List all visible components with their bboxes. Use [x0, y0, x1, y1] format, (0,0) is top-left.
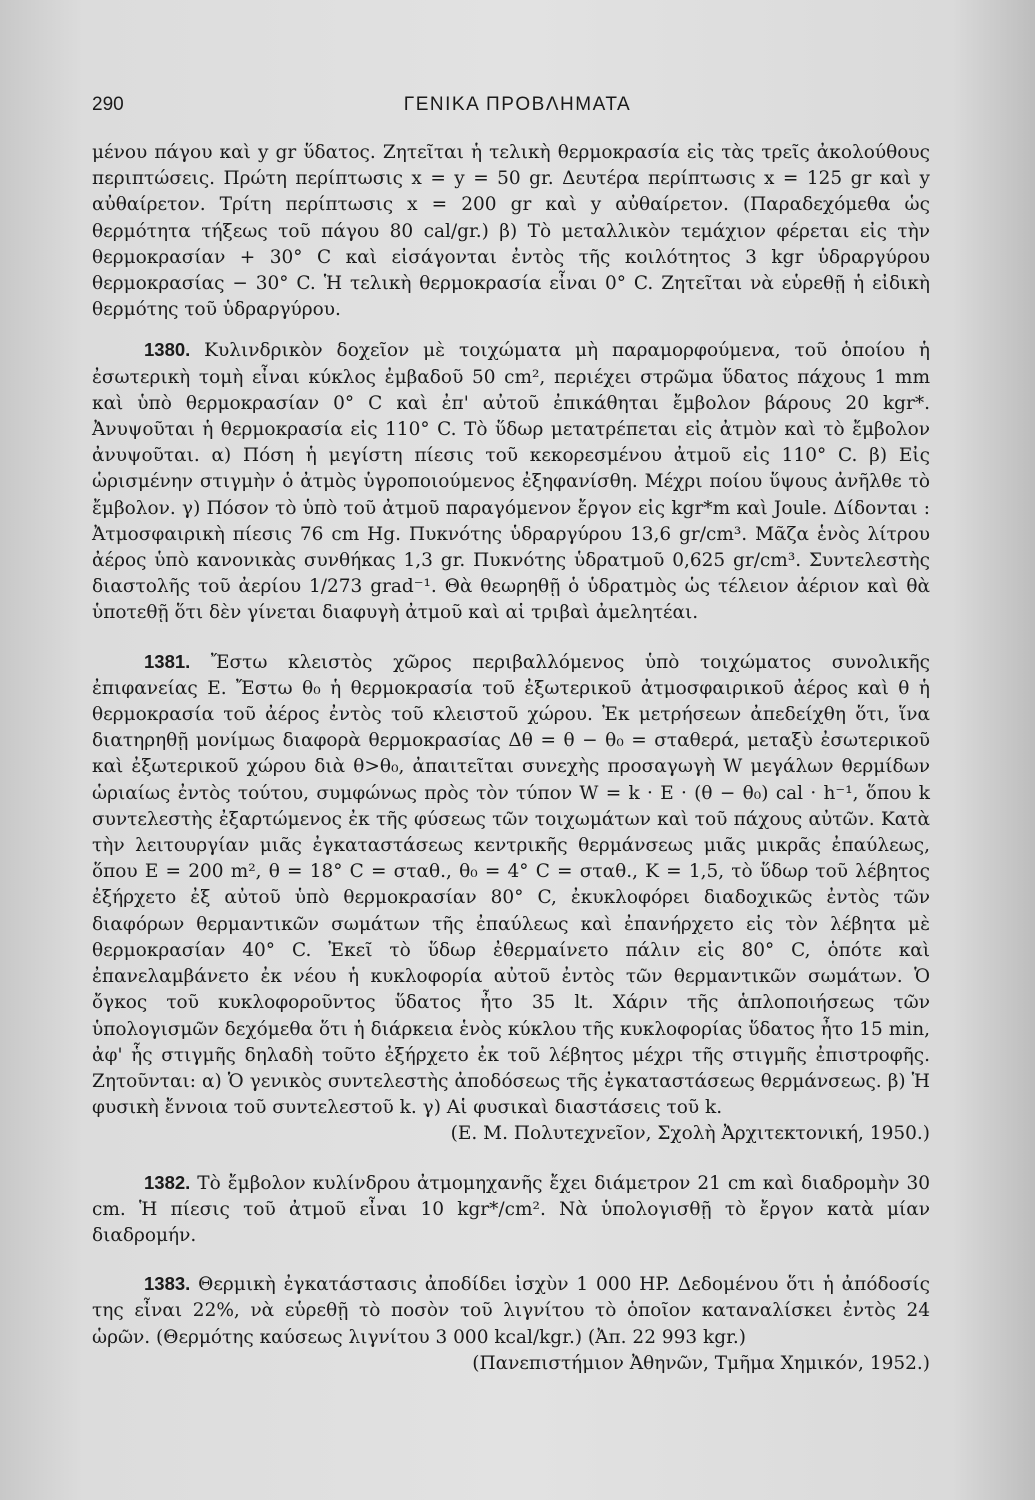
problem-body: Θερμικὴ ἐγκατάστασις ἀποδίδει ἰσχὺν 1 000 HP. Δεδομένου ὅτι ἡ ἀπόδοσίς της εἶναι 22%, νὰ εὑρεθῇ τὸ ποσὸν τοῦ λιγνίτου τὸ ὁποῖον καταναλίσκει ἐντὸς 24 ὡρῶν. (Θερμότης καύσεως λιγνίτου 3 000 kcal/kgr.) (Ἀπ. 22 993 kgr.) [92, 1274, 930, 1348]
problem-number: 1380. [144, 339, 191, 361]
page-body [92, 140, 930, 1377]
problem-text [92, 1271, 930, 1351]
intro-paragraph: μένου πάγου καὶ y gr ὕδατος. Ζητεῖται ἡ τελικὴ θερμοκρασία εἰς τὰς τρεῖς ἀκολούθους περιπτώσεις. Πρώτη περίπτωσις x = y = 50 gr. Δευτέρα περίπτωσις x = 125 gr καὶ y αὐθαίρετον. Τρίτη περίπτωσις x = 200 gr καὶ y αὐθαίρετον. (Παραδεχόμεθα ὡς θερμότητα τήξεως τοῦ πάγου 80 cal/gr.) β) Τὸ μεταλλικὸν τεμάχιον φέρεται εἰς τὴν θερμοκρασίαν + 30° C καὶ εἰσάγονται ἐντὸς τῆς κοιλότητος 3 kgr ὑδραργύρου θερμοκρασίας − 30° C. Ἡ τελικὴ θερμοκρασία εἶναι 0° C. Ζητεῖται νὰ εὑρεθῇ ἡ εἰδικὴ θερμότης τοῦ ὑδραργύρου. [92, 142, 930, 321]
page-header [92, 94, 943, 124]
running-title: ΓΕΝΙΚΑ ΠΡΟΒΛΗΜΑΤΑ [403, 94, 632, 115]
problem-source: (Πανεπιστήμιον Ἀθηνῶν, Τμῆμα Χημικόν, 1952.) [472, 1352, 930, 1374]
problem-body: Ἔστω κλειστὸς χῶρος περιβαλλόμενος ὑπὸ τοιχώματος συνολικῆς ἐπιφανείας Ε. Ἔστω θ₀ ἡ θερμοκρασία τοῦ ἐξωτερικοῦ ἀτμοσφαιρικοῦ ἀέρος καὶ θ ἡ θερμοκρασία τοῦ ἀέρος ἐντὸς τοῦ κλειστοῦ χώρου. Ἐκ μετρήσεων ἀπεδείχθη ὅτι, ἵνα διατηρηθῇ μονίμως διαφορὰ θερμοκρασίας Δθ = θ − θ₀ = σταθερά, μεταξὺ ἐσωτερικοῦ καὶ ἐξωτερικοῦ χώρου διὰ θ>θ₀, ἀπαιτεῖται συνεχὴς προσαγωγὴ W μεγάλων θερμίδων ὡριαίως ἐντὸς τούτου, συμφώνως πρὸς τὸν τύπον W = k · E · (θ − θ₀) cal · h⁻¹, ὅπου k συντελεστὴς ἐξαρτώμενος ἐκ τῆς φύσεως τῶν τοιχωμάτων καὶ τοῦ πάχους αὐτῶν. Κατὰ τὴν λειτουργίαν μιᾶς ἐγκαταστάσεως κεντρικῆς θερμάνσεως μιᾶς μικρᾶς ἐπαύλεως, ὅπου E = 200 m², θ = 18° C = σταθ., θ₀ = 4° C = σταθ., K = 1,5, τὸ ὕδωρ τοῦ λέβητος ἐξήρχετο ἐξ αὐτοῦ ὑπὸ θερμοκρασίαν 80° C, ἐκυκλοφόρει διαδοχικῶς ἐντὸς τῶν διαφόρων θερμαντικῶν σωμάτων τῆς ἐπαύλεως καὶ ἐπανήρχετο εἰς τὸν λέβητα μὲ θερμοκρασίαν 40° C. Ἐκεῖ τὸ ὕδωρ ἐθερμαίνετο πάλιν εἰς 80° C, ὁπότε καὶ ἐπανελαμβάνετο ἐκ νέου ἡ κυκλοφορία αὐτοῦ ἐντὸς τῶν θερμαντικῶν σωμάτων. Ὁ ὄγκος τοῦ κυκλοφοροῦντος ὕδατος ἦτο 35 lt. Χάριν τῆς ἁπλοποιήσεως τῶν ὑπολογισμῶν δεχόμεθα ὅτι ἡ διάρκεια ἑνὸς κύκλου τῆς κυκλοφορίας ὕδατος ἦτο 15 min, ἀφ' ἧς στιγμῆς δηλαδὴ τοῦτο ἐξήρχετο ἐκ τοῦ λέβητος μέχρι τῆς στιγμῆς ἐπιστροφῆς. Ζητοῦνται: α) Ὁ γενικὸς συντελεστὴς ἀποδόσεως τῆς ἐγκαταστάσεως θερμάνσεως. β) Ἡ φυσικὴ ἔννοια τοῦ συντελεστοῦ k. γ) Αἱ φυσικαὶ διαστάσεις τοῦ k. [92, 651, 930, 1119]
problem-source: (Ε. Μ. Πολυτεχνεῖον, Σχολὴ Ἀρχιτεκτονική, 1950.) [450, 1123, 930, 1145]
problem-text [92, 649, 930, 1122]
problem-text [92, 1170, 930, 1250]
problem-text [92, 337, 930, 626]
problem-body: Τὸ ἔμβολον κυλίνδρου ἀτμομηχανῆς ἔχει διάμετρον 21 cm καὶ διαδρομὴν 30 cm. Ἡ πίεσις τοῦ ἀτμοῦ εἶναι 10 kgr*/cm². Νὰ ὑπολογισθῇ τὸ ἔργον κατὰ μίαν διαδρομήν. [92, 1172, 930, 1246]
problem-1380 [92, 337, 930, 626]
problem-number: 1381. [144, 650, 191, 672]
page-number: 290 [92, 94, 124, 115]
problem-number: 1382. [144, 1171, 191, 1193]
problem-1383 [92, 1271, 930, 1377]
problem-1382 [92, 1170, 930, 1250]
problem-number: 1383. [144, 1273, 191, 1295]
problem-body: Κυλινδρικὸν δοχεῖον μὲ τοιχώματα μὴ παραμορφούμενα, τοῦ ὁποίου ἡ ἐσωτερικὴ τομὴ εἶναι κύκλος ἐμβαδοῦ 50 cm², περιέχει στρῶμα ὕδατος πάχους 1 mm καὶ ὑπὸ θερμοκρασίαν 0° C καὶ ἐπ' αὐτοῦ ἐπικάθηται ἔμβολον βάρους 20 kgr*. Ἀνυψοῦται ἡ θερμοκρασία εἰς 110° C. Τὸ ὕδωρ μετατρέπεται εἰς ἀτμὸν καὶ τὸ ἔμβολον ἀνυψοῦται. α) Πόση ἡ μεγίστη πίεσις τοῦ κεκορεσμένου ἀτμοῦ εἰς 110° C. β) Εἰς ὡρισμένην στιγμὴν ὁ ἀτμὸς ὑγροποιούμενος ἐξηφανίσθη. Μέχρι ποίου ὕψους ἀνῆλθε τὸ ἔμβολον. γ) Πόσον τὸ ὑπὸ τοῦ ἀτμοῦ παραγόμενον ἔργον εἰς kgr*m καὶ Joule. Δίδονται : Ἀτμοσφαιρικὴ πίεσις 76 cm Hg. Πυκνότης ὑδραργύρου 13,6 gr/cm³. Μᾶζα ἑνὸς λίτρου ἀέρος ὑπὸ κανονικὰς συνθήκας 1,3 gr. Πυκνότης ὑδρατμοῦ 0,625 gr/cm³. Συντελεστὴς διαστολῆς τοῦ ἀερίου 1/273 grad⁻¹. Θὰ θεωρηθῇ ὁ ὑδρατμὸς ὡς τέλειον ἀέριον καὶ θὰ ὑποτεθῇ ὅτι δὲν γίνεται διαφυγὴ ἀτμοῦ καὶ αἱ τριβαὶ ἀμελητέαι. [92, 340, 930, 624]
problem-1381 [92, 649, 930, 1148]
